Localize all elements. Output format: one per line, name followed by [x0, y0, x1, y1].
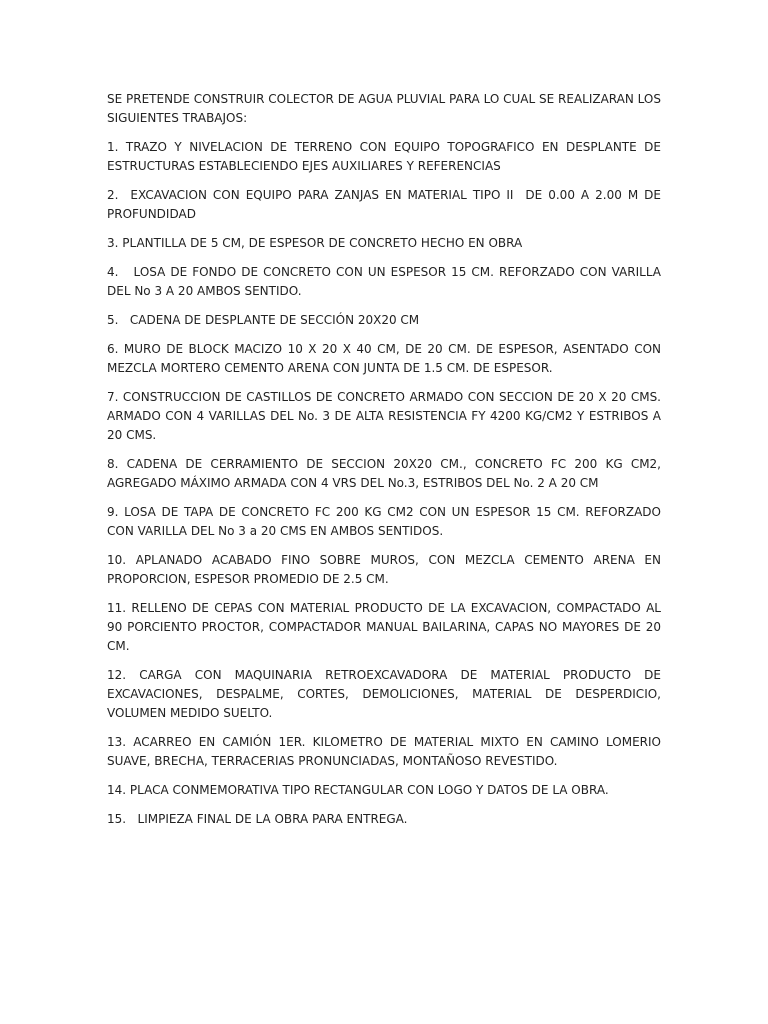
list-item-3: 3. PLANTILLA DE 5 CM, DE ESPESOR DE CONCRETO HECHO EN OBRA: [107, 236, 523, 250]
list-item-9: 9. LOSA DE TAPA DE CONCRETO FC 200 KG CM2 CON UN ESPESOR 15 CM. REFORZADO CON VARILLA DEL No 3 a 20 CMS EN AMBOS SENTIDOS.: [107, 505, 665, 538]
list-item-10: 10. APLANADO ACABADO FINO SOBRE MUROS, CON MEZCLA CEMENTO ARENA EN PROPORCION, ESPESOR PROMEDIO DE 2.5 CM.: [107, 553, 665, 586]
intro-paragraph: SE PRETENDE CONSTRUIR COLECTOR DE AGUA PLUVIAL PARA LO CUAL SE REALIZARAN LOS SIGUIENTES TRABAJOS:: [107, 92, 665, 125]
list-item-14: 14. PLACA CONMEMORATIVA TIPO RECTANGULAR CON LOGO Y DATOS DE LA OBRA.: [107, 783, 609, 797]
list-item-6: 6. MURO DE BLOCK MACIZO 10 X 20 X 40 CM, DE 20 CM. DE ESPESOR, ASENTADO CON MEZCLA MORTERO CEMENTO ARENA CON JUNTA DE 1.5 CM. DE ESPESOR.: [107, 342, 665, 375]
list-item-4: 4. LOSA DE FONDO DE CONCRETO CON UN ESPESOR 15 CM. REFORZADO CON VARILLA DEL No 3 A 20 AMBOS SENTIDO.: [107, 265, 665, 298]
list-item-1: 1. TRAZO Y NIVELACION DE TERRENO CON EQUIPO TOPOGRAFICO EN DESPLANTE DE ESTRUCTURAS ESTABLECIENDO EJES AUXILIARES Y REFERENCIAS: [107, 140, 665, 173]
list-item-11: 11. RELLENO DE CEPAS CON MATERIAL PRODUCTO DE LA EXCAVACION, COMPACTADO AL 90 PORCIENTO PROCTOR, COMPACTADOR MANUAL BAILARINA, CAPAS NO MAYORES DE 20 CM.: [107, 601, 665, 653]
list-item-15: 15. LIMPIEZA FINAL DE LA OBRA PARA ENTREGA.: [107, 812, 408, 826]
list-item-5: 5. CADENA DE DESPLANTE DE SECCIÓN 20X20 CM: [107, 313, 420, 327]
list-item-2: 2. EXCAVACION CON EQUIPO PARA ZANJAS EN MATERIAL TIPO II DE 0.00 A 2.00 M DE PROFUNDIDAD: [107, 188, 665, 221]
list-item-12: 12. CARGA CON MAQUINARIA RETROEXCAVADORA DE MATERIAL PRODUCTO DE EXCAVACIONES, DESPALME, CORTES, DEMOLICIONES, MATERIAL DE DESPERDICIO, VOLUMEN MEDIDO SUELTO.: [107, 668, 665, 720]
list-item-7: 7. CONSTRUCCION DE CASTILLOS DE CONCRETO ARMADO CON SECCION DE 20 X 20 CMS. ARMADO CON 4 VARILLAS DEL No. 3 DE ALTA RESISTENCIA FY 4200 KG/CM2 Y ESTRIBOS A 20 CMS.: [107, 390, 665, 442]
list-item-8: 8. CADENA DE CERRAMIENTO DE SECCION 20X20 CM., CONCRETO FC 200 KG CM2, AGREGADO MÁXIMO ARMADA CON 4 VRS DEL No.3, ESTRIBOS DEL No. 2 A 20 CM: [107, 457, 665, 490]
list-item-13: 13. ACARREO EN CAMIÓN 1ER. KILOMETRO DE MATERIAL MIXTO EN CAMINO LOMERIO SUAVE, BRECHA, TERRACERIAS PRONUNCIADAS, MONTAÑOSO REVESTIDO.: [107, 735, 665, 768]
